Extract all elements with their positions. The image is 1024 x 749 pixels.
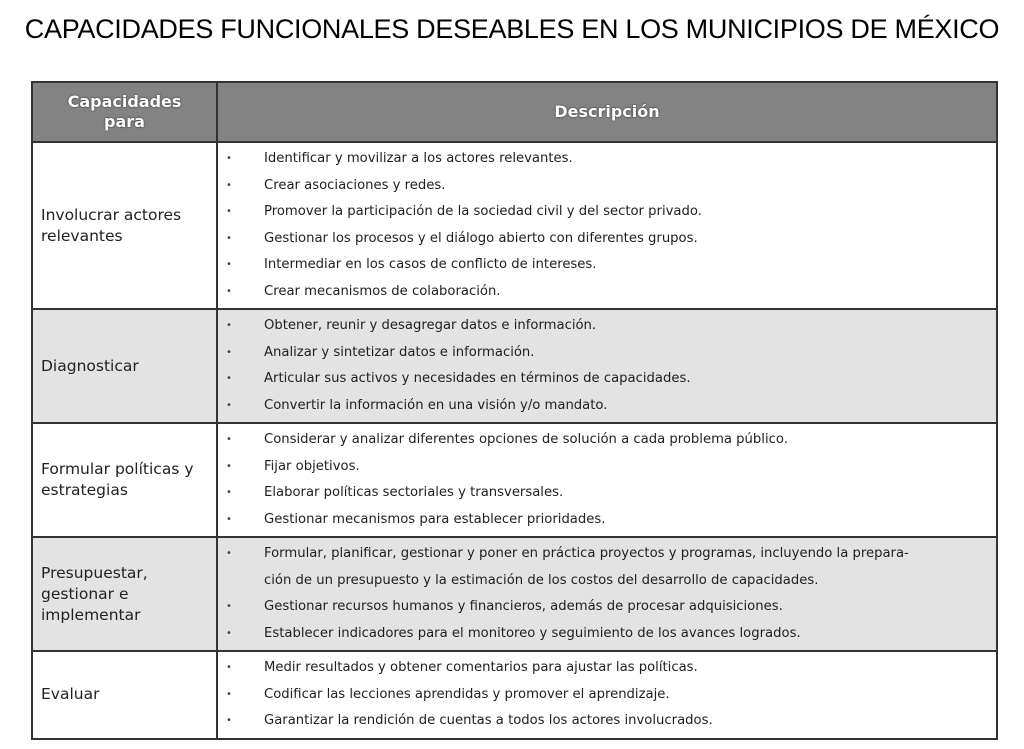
header-capacities-label: Capacidades para [67,92,182,131]
page-title: CAPACIDADES FUNCIONALES DESEABLES EN LOS MUNICIPIOS DE MÉXICO [24,14,1000,44]
list-item-text: Garantizar la rendición de cuentas a todos los actores involucrados. [264,713,713,728]
list-item-text: Obtener, reunir y desagregar datos e información. [264,318,597,333]
header-description [217,82,997,142]
capacity-cell [32,309,217,423]
capacity-cell [32,537,217,651]
table-row [32,423,997,537]
list-item-text: Gestionar los procesos y el diálogo abierto con diferentes grupos. [264,230,698,246]
bullet-icon: • [226,601,232,612]
capabilities-table [31,81,998,740]
list-item-text: Medir resultados y obtener comentarios para ajustar las políticas. [264,660,698,675]
bullet-icon: • [226,460,232,472]
bullet-icon: • [226,715,232,726]
list-item-text: ción de un presupuesto y la estimación de los costos del desarrollo de capacidades. [264,572,819,588]
capacity-label: Involucrar actores relevantes [41,205,182,245]
list-item-text: Promover la participación de la sociedad civil y del sector privado. [264,204,702,219]
bullet-icon: • [226,662,232,673]
bullet-icon: • [226,179,232,191]
list-item-text: Codificar las lecciones aprendidas y promover el aprendizaje. [264,686,670,702]
list-item-text: Considerar y analizar diferentes opciones de solución a cada problema público. [264,432,788,447]
list-item-text: Convertir la información en una visión y/o mandato. [264,397,608,413]
list-item [218,146,996,173]
capacity-label: Evaluar [41,685,100,704]
header-description-label: Descripción [554,102,660,121]
bullet-icon: • [226,153,232,164]
table-row [32,142,997,309]
description-list [218,146,996,305]
description-cell [217,142,997,309]
bullet-icon: • [226,513,232,525]
list-item [218,252,996,279]
capacity-label: Formular políticas y estrategias [41,460,194,499]
list-item [218,454,996,481]
description-cell [217,537,997,651]
list-item [218,480,996,507]
list-item [218,682,996,709]
list-item-text: Intermediar en los casos de conflicto de intereses. [264,257,597,272]
list-item-continuation [218,568,996,595]
bullet-icon: • [226,434,232,445]
table-row [32,651,997,739]
bullet-icon: • [226,627,232,639]
list-item-text: Gestionar mecanismos para establecer prioridades. [264,511,606,527]
description-list [218,541,996,647]
list-item-text: Analizar y sintetizar datos e información. [264,344,535,360]
list-item [218,173,996,200]
list-item [218,594,996,621]
list-item-text: Articular sus activos y necesidades en términos de capacidades. [264,371,691,386]
list-item [218,708,996,735]
list-item [218,366,996,393]
list-item-text: Establecer indicadores para el monitoreo y seguimiento de los avances logrados. [264,625,801,641]
list-item [218,393,996,420]
list-item [218,199,996,226]
bullet-icon: • [226,346,232,358]
header-capacities [32,82,217,142]
capacity-cell [32,423,217,537]
bullet-icon: • [226,259,232,270]
capacity-cell [32,651,217,739]
list-item [218,427,996,454]
description-cell [217,309,997,423]
bullet-icon: • [226,688,232,700]
capacity-cell [32,142,217,309]
table-row [32,537,997,651]
description-cell [217,651,997,739]
list-item-text: Elaborar políticas sectoriales y transversales. [264,485,564,500]
list-item [218,279,996,306]
table-header-row [32,82,997,142]
capacity-label: Diagnosticar [41,356,139,375]
list-item-text: Crear mecanismos de colaboración. [264,283,501,299]
list-item-text: Formular, planificar, gestionar y poner en práctica proyectos y programas, incluyendo la prepara- [264,546,909,561]
description-list [218,313,996,419]
table-row [32,309,997,423]
list-item [218,226,996,253]
description-list [218,655,996,735]
list-item-text: Fijar objetivos. [264,458,360,474]
bullet-icon: • [226,487,232,498]
bullet-icon: • [226,373,232,384]
bullet-icon: • [226,320,232,331]
list-item-text: Crear asociaciones y redes. [264,177,446,193]
capacity-label: Presupuestar, gestionar e implementar [41,563,148,624]
description-list [218,427,996,533]
list-item-text: Identificar y movilizar a los actores relevantes. [264,151,573,166]
bullet-icon: • [226,285,232,297]
list-item [218,541,996,568]
list-item [218,621,996,648]
list-item [218,313,996,340]
bullet-icon: • [226,206,232,217]
bullet-icon: • [226,399,232,411]
list-item [218,655,996,682]
list-item-text: Gestionar recursos humanos y financieros, además de procesar adquisiciones. [264,599,783,614]
bullet-icon: • [226,232,232,244]
description-cell [217,423,997,537]
bullet-icon: • [226,548,232,559]
list-item [218,340,996,367]
table-body [32,142,997,739]
list-item [218,507,996,534]
